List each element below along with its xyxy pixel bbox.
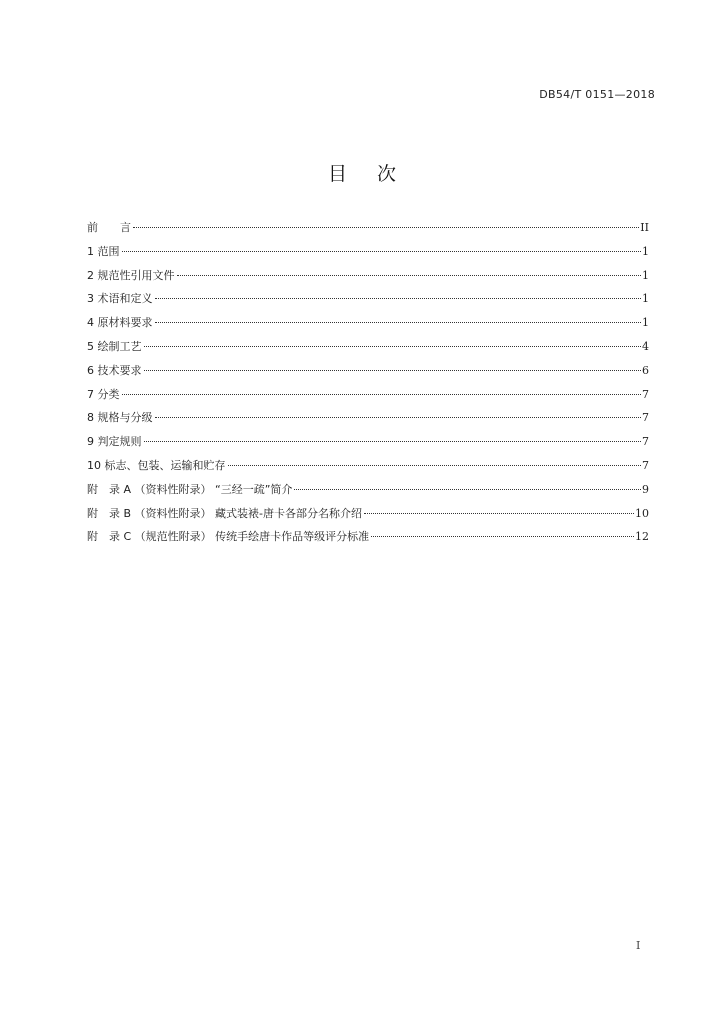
toc-entry-page: 1 [642, 268, 649, 282]
toc-entry-text: 7 分类 [87, 387, 120, 401]
toc-entry-technical-requirements[interactable] [87, 359, 649, 383]
toc-entry-page: 1 [642, 316, 649, 330]
document-code: DB54/T 0151—2018 [539, 88, 655, 101]
toc-entry-foreword[interactable] [87, 216, 649, 240]
toc-leader-dots [177, 263, 642, 276]
toc-leader-dots [371, 524, 634, 537]
toc-entry-normative-references[interactable] [87, 264, 649, 288]
toc-entry-text: 4 原材料要求 [87, 316, 153, 330]
toc-entry-page: 9 [642, 482, 649, 496]
toc-entry-page: 7 [642, 411, 649, 425]
toc-entry-text: 附 录 B （资料性附录） 藏式装裱-唐卡各部分名称介绍 [87, 506, 363, 520]
toc-entry-text: 9 判定规则 [87, 435, 142, 449]
toc-entry-text: 前 言 [87, 221, 131, 234]
toc-leader-dots [155, 310, 642, 323]
toc-entry-page: II [640, 221, 649, 234]
toc-entry-painting-process[interactable] [87, 335, 649, 359]
toc-entry-page: 7 [642, 435, 649, 449]
toc-entry-marking-packaging[interactable] [87, 454, 649, 478]
toc-entry-judgment-rules[interactable] [87, 430, 649, 454]
toc-entry-text: 附 录 C （规范性附录） 传统手绘唐卡作品等级评分标准 [87, 530, 370, 544]
toc-leader-dots [144, 429, 642, 442]
toc-leader-dots [155, 286, 642, 299]
toc-leader-dots [133, 215, 639, 228]
toc-entry-text: 10 标志、包装、运输和贮存 [87, 458, 226, 472]
page-number: I [636, 939, 641, 952]
table-of-contents [87, 216, 649, 549]
toc-entry-text: 2 规范性引用文件 [87, 268, 175, 282]
toc-entry-page: 1 [642, 244, 649, 258]
toc-entry-page: 6 [642, 363, 649, 377]
toc-leader-dots [122, 382, 642, 395]
toc-entry-text: 1 范围 [87, 244, 120, 258]
toc-entry-specifications-grading[interactable] [87, 406, 649, 430]
toc-leader-dots [228, 453, 642, 466]
toc-entry-scope[interactable] [87, 240, 649, 264]
toc-entry-page: 7 [642, 458, 649, 472]
toc-entry-page: 7 [642, 387, 649, 401]
toc-entry-text: 6 技术要求 [87, 363, 142, 377]
toc-entry-appendix-a[interactable] [87, 478, 649, 502]
toc-entry-terms-definitions[interactable] [87, 287, 649, 311]
toc-leader-dots [144, 358, 642, 371]
toc-entry-raw-materials[interactable] [87, 311, 649, 335]
toc-entry-appendix-c[interactable] [87, 525, 649, 549]
toc-entry-page: 12 [635, 530, 649, 544]
toc-entry-appendix-b[interactable] [87, 502, 649, 526]
toc-leader-dots [122, 239, 642, 252]
toc-entry-page: 10 [635, 506, 649, 520]
page-title: 目次 [327, 163, 426, 185]
toc-entry-text: 5 绘制工艺 [87, 339, 142, 353]
toc-entry-page: 4 [642, 339, 649, 353]
toc-entry-text: 附 录 A （资料性附录） “三经一疏”简介 [87, 482, 293, 496]
toc-leader-dots [144, 334, 642, 347]
toc-entry-text: 3 术语和定义 [87, 292, 153, 306]
toc-leader-dots [364, 501, 634, 514]
toc-leader-dots [155, 405, 642, 418]
toc-leader-dots [294, 477, 641, 490]
toc-entry-page: 1 [642, 292, 649, 306]
toc-entry-classification[interactable] [87, 383, 649, 407]
toc-entry-text: 8 规格与分级 [87, 411, 153, 425]
